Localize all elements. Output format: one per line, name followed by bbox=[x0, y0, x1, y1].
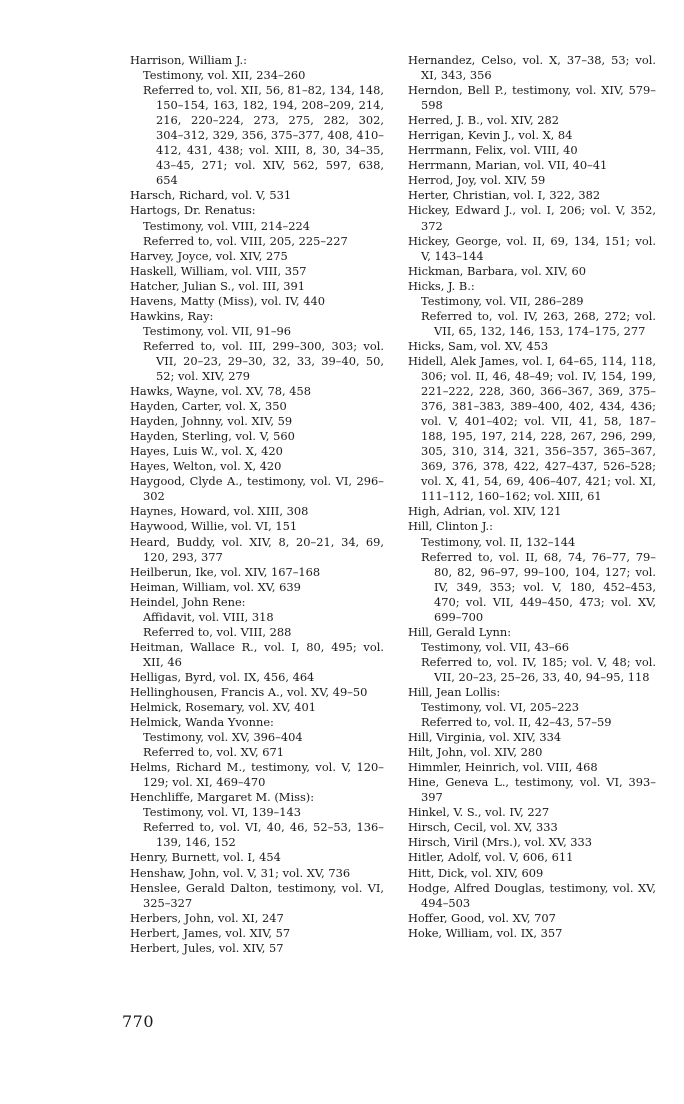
index-entry: Herndon, Bell P., testimony, vol. XIV, 579–598 bbox=[408, 83, 656, 113]
index-entry: Heindel, John Rene: bbox=[130, 594, 246, 609]
right-index-column bbox=[408, 53, 656, 941]
index-subentry: Referred to, vol. IV, 263, 268, 272; vol. VII, 65, 132, 146, 153, 174–175, 277 bbox=[421, 308, 656, 338]
index-entry: Hodge, Alfred Douglas, testimony, vol. XV, 494–503 bbox=[408, 880, 656, 910]
index-subentry: Testimony, vol. VII, 43–66 bbox=[421, 639, 570, 654]
index-entry: Heilberun, Ike, vol. XIV, 167–168 bbox=[130, 564, 321, 579]
index-subentry: Referred to, vol. VIII, 205, 225–227 bbox=[143, 233, 348, 248]
index-entry: Hidell, Alek James, vol. I, 64–65, 114, 118, 306; vol. II, 46, 48–49; vol. IV, 154, 199, 221–222, 228, 360, 366–367, 369, 375–376, 381–383, 389–400, 402, 434, 436; vol. V, 401–402; vol. VII, 41, 58, 187–188, 195, 197, 214, 228, 267, 296, 299, 305, 310, 314, 321, 356–357, 365–367, 369, 376, 378, 422, 427–437, 526–528; vol. X, 41, 54, 69, 406–407, 421; vol. XI, 111–112, 160–162; vol. XIII, 61 bbox=[408, 353, 656, 504]
index-subentry: Testimony, vol. VII, 91–96 bbox=[143, 323, 292, 338]
index-entry: Hine, Geneva L., testimony, vol. VI, 393–397 bbox=[408, 775, 656, 805]
index-entry: Hayden, Sterling, vol. V, 560 bbox=[130, 429, 295, 444]
index-entry: Herbert, James, vol. XIV, 57 bbox=[130, 925, 291, 940]
index-subentry: Testimony, vol. II, 132–144 bbox=[421, 534, 576, 549]
index-entry: Hill, Jean Lollis: bbox=[408, 684, 501, 699]
index-subentry: Testimony, vol. VII, 286–289 bbox=[421, 293, 584, 308]
index-entry: Hayes, Welton, vol. X, 420 bbox=[130, 459, 282, 474]
index-entry: Hill, Clinton J.: bbox=[408, 519, 493, 534]
index-entry: Herbers, John, vol. XI, 247 bbox=[130, 910, 284, 925]
index-entry: Hellinghousen, Francis A., vol. XV, 49–50 bbox=[130, 684, 368, 699]
index-entry: Hayden, Carter, vol. X, 350 bbox=[130, 399, 287, 414]
index-entry: Hickey, George, vol. II, 69, 134, 151; vol. V, 143–144 bbox=[408, 233, 656, 263]
index-subentry: Testimony, vol. XII, 234–260 bbox=[143, 68, 306, 83]
index-entry: Haygood, Clyde A., testimony, vol. VI, 296–302 bbox=[130, 474, 384, 504]
index-entry: Hawks, Wayne, vol. XV, 78, 458 bbox=[130, 384, 311, 399]
index-subentry: Referred to, vol. III, 299–300, 303; vol. VII, 20–23, 29–30, 32, 33, 39–40, 50, 52; vol. XIV, 279 bbox=[143, 338, 384, 383]
index-subentry: Referred to, vol. XV, 671 bbox=[143, 745, 284, 760]
index-entry: Henshaw, John, vol. V, 31; vol. XV, 736 bbox=[130, 865, 351, 880]
index-entry: Hilt, John, vol. XIV, 280 bbox=[408, 745, 543, 760]
index-entry: Hicks, Sam, vol. XV, 453 bbox=[408, 338, 549, 353]
index-entry: Harvey, Joyce, vol. XIV, 275 bbox=[130, 248, 288, 263]
index-entry: Hitler, Adolf, vol. V, 606, 611 bbox=[408, 850, 574, 865]
index-entry: Hoffer, Good, vol. XV, 707 bbox=[408, 910, 556, 925]
index-entry: Hill, Virginia, vol. XIV, 334 bbox=[408, 730, 562, 745]
index-entry: Helmick, Wanda Yvonne: bbox=[130, 715, 274, 730]
index-entry: Havens, Matty (Miss), vol. IV, 440 bbox=[130, 293, 326, 308]
index-subentry: Referred to, vol. VIII, 288 bbox=[143, 624, 292, 639]
index-entry: Helmick, Rosemary, vol. XV, 401 bbox=[130, 700, 317, 715]
index-entry: Hayden, Johnny, vol. XIV, 59 bbox=[130, 414, 293, 429]
index-entry: Herred, J. B., vol. XIV, 282 bbox=[408, 113, 559, 128]
index-entry: Hoke, William, vol. IX, 357 bbox=[408, 925, 563, 940]
index-subentry: Testimony, vol. VI, 205–223 bbox=[421, 700, 579, 715]
index-entry: Henry, Burnett, vol. I, 454 bbox=[130, 850, 281, 865]
index-entry: Helms, Richard M., testimony, vol. V, 120–129; vol. XI, 469–470 bbox=[130, 760, 384, 790]
index-entry: Haynes, Howard, vol. XIII, 308 bbox=[130, 504, 309, 519]
index-entry: Hernandez, Celso, vol. X, 37–38, 53; vol. XI, 343, 356 bbox=[408, 53, 656, 83]
index-entry: Hitt, Dick, vol. XIV, 609 bbox=[408, 865, 544, 880]
index-entry: High, Adrian, vol. XIV, 121 bbox=[408, 504, 562, 519]
index-entry: Hicks, J. B.: bbox=[408, 278, 475, 293]
left-index-column bbox=[130, 53, 384, 956]
index-entry: Hatcher, Julian S., vol. III, 391 bbox=[130, 278, 306, 293]
index-subentry: Referred to, vol. II, 68, 74, 76–77, 79–80, 82, 96–97, 99–100, 104, 127; vol. IV, 349, 353; vol. V, 180, 452–453, 470; vol. VII, 449–450, 473; vol. XV, 699–700 bbox=[421, 549, 656, 624]
page-number: 770 bbox=[122, 1012, 155, 1031]
index-entry: Hill, Gerald Lynn: bbox=[408, 624, 512, 639]
index-entry: Harsch, Richard, vol. V, 531 bbox=[130, 188, 292, 203]
index-entry: Herrod, Joy, vol. XIV, 59 bbox=[408, 173, 546, 188]
index-subentry: Referred to, vol. VI, 40, 46, 52–53, 136–139, 146, 152 bbox=[143, 820, 384, 850]
index-entry: Henchliffe, Margaret M. (Miss): bbox=[130, 790, 315, 805]
index-subentry: Referred to, vol. II, 42–43, 57–59 bbox=[421, 715, 612, 730]
index-subentry: Affidavit, vol. VIII, 318 bbox=[143, 609, 274, 624]
index-entry: Heard, Buddy, vol. XIV, 8, 20–21, 34, 69, 120, 293, 377 bbox=[130, 534, 384, 564]
index-entry: Heiman, William, vol. XV, 639 bbox=[130, 579, 301, 594]
index-entry: Herrigan, Kevin J., vol. X, 84 bbox=[408, 128, 573, 143]
index-entry: Hickey, Edward J., vol. I, 206; vol. V, 352, 372 bbox=[408, 203, 656, 233]
index-entry: Haywood, Willie, vol. VI, 151 bbox=[130, 519, 298, 534]
index-entry: Henslee, Gerald Dalton, testimony, vol. VI, 325–327 bbox=[130, 880, 384, 910]
index-entry: Hawkins, Ray: bbox=[130, 308, 214, 323]
index-entry: Herter, Christian, vol. I, 322, 382 bbox=[408, 188, 601, 203]
index-entry: Herbert, Jules, vol. XIV, 57 bbox=[130, 940, 284, 955]
index-subentry: Testimony, vol. VIII, 214–224 bbox=[143, 218, 310, 233]
index-subentry: Testimony, vol. VI, 139–143 bbox=[143, 805, 301, 820]
index-subentry: Referred to, vol. XII, 56, 81–82, 134, 148, 150–154, 163, 182, 194, 208–209, 214, 216, 220–224, 273, 275, 282, 302, 304–312, 329, 356, 375–377, 408, 410–412, 431, 438; vol. XIII, 8, 30, 34–35, 43–45, 271; vol. XIV, 562, 597, 638, 654 bbox=[143, 83, 384, 188]
index-entry: Herrmann, Marian, vol. VII, 40–41 bbox=[408, 158, 608, 173]
index-entry: Hirsch, Cecil, vol. XV, 333 bbox=[408, 820, 558, 835]
index-entry: Hirsch, Viril (Mrs.), vol. XV, 333 bbox=[408, 835, 593, 850]
index-entry: Heitman, Wallace R., vol. I, 80, 495; vol. XII, 46 bbox=[130, 639, 384, 669]
index-entry: Hinkel, V. S., vol. IV, 227 bbox=[408, 805, 550, 820]
index-entry: Haskell, William, vol. VIII, 357 bbox=[130, 263, 307, 278]
index-entry: Harrison, William J.: bbox=[130, 53, 247, 67]
index-entry: Hartogs, Dr. Renatus: bbox=[130, 203, 256, 218]
index-entry: Hayes, Luis W., vol. X, 420 bbox=[130, 444, 283, 459]
index-entry: Hickman, Barbara, vol. XIV, 60 bbox=[408, 263, 586, 278]
index-entry: Himmler, Heinrich, vol. VIII, 468 bbox=[408, 760, 598, 775]
index-subentry: Testimony, vol. XV, 396–404 bbox=[143, 730, 303, 745]
index-subentry: Referred to, vol. IV, 185; vol. V, 48; vol. VII, 20–23, 25–26, 33, 40, 94–95, 118 bbox=[421, 654, 656, 684]
index-entry: Helligas, Byrd, vol. IX, 456, 464 bbox=[130, 669, 315, 684]
index-entry: Herrmann, Felix, vol. VIII, 40 bbox=[408, 143, 578, 158]
